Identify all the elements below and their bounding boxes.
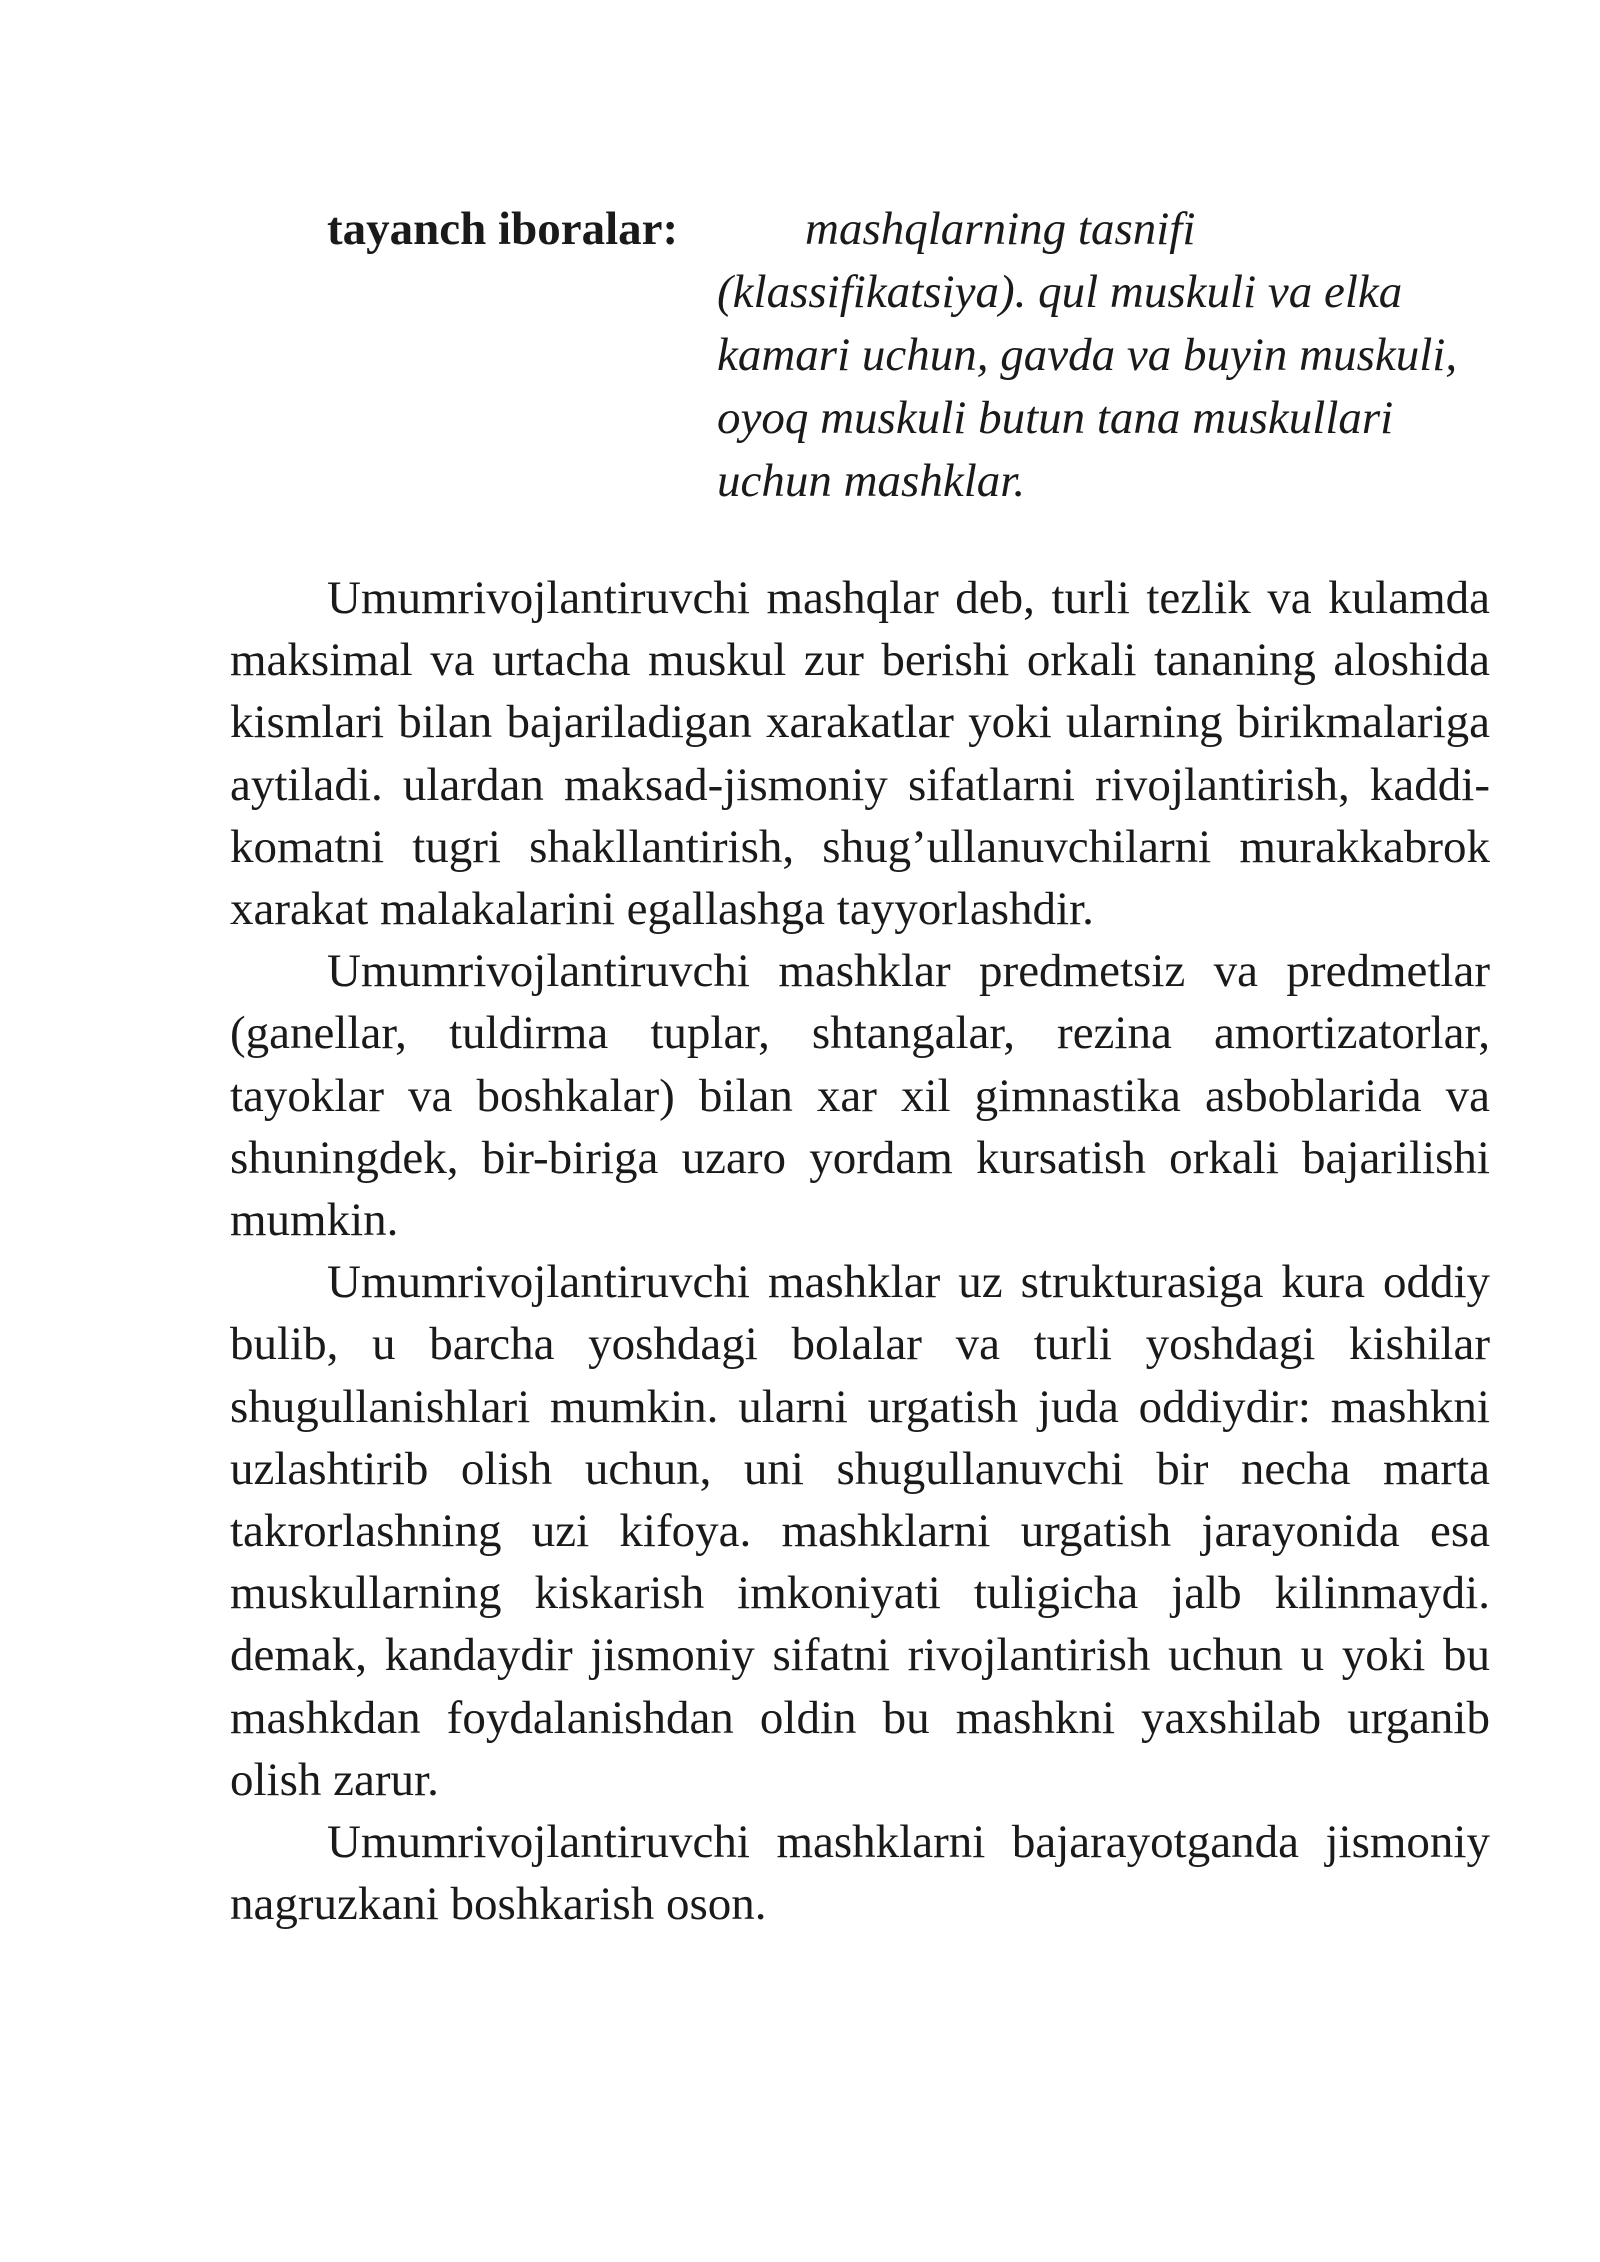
keywords-label: tayanch iboralar: <box>327 203 679 255</box>
paragraph: Umumrivojlantiruvchi mashklarni bajarayotganda jismoniy nagruzkani boshkarish oson. <box>230 1816 1490 1931</box>
body-text <box>230 567 1490 1935</box>
paragraph: Umumrivojlantiruvchi mashqlar deb, turli tezlik va kulamda maksimal va urtacha muskul zur berishi orkali tananing aloshida kismlari bilan bajariladigan xarakatlar yoki ularning birikmalariga aytiladi. ulardan maksad-jismoniy sifatlarni rivojlantirish, kaddi-komatni tugri shakllantirish, shug’ullanuvchilarni murakkabrok xarakat malakalarini egallashga tayyorlashdir. <box>230 572 1490 936</box>
paragraph: Umumrivojlantiruvchi mashklar predmetsiz va predmetlar (ganellar, tuldirma tuplar, shtangalar, rezina amortizatorlar, tayoklar va boshkalar) bilan xar xil gimnastika asboblarida va shuningdek, bir-biriga uzaro yordam kursatish orkali bajarilishi mumkin. <box>230 945 1490 1247</box>
paragraph: Umumrivojlantiruvchi mashklar uz strukturasiga kura oddiy bulib, u barcha yoshdagi bolalar va turli yoshdagi kishilar shugullanishlari mumkin. ularni urgatish juda oddiydir: mashkni uzlashtirib olish uchun, uni shugullanuvchi bir necha marta takrorlashning uzi kifoya. mashklarni urgatish jarayonida esa muskullarning kiskarish imkoniyati tuligicha jalb kilinmaydi. demak, kandaydir jismoniy sifatni rivojlantirish uchun u yoki bu mashkdan foydalanishdan oldin bu mashkni yaxshilab urganib olish zarur. <box>230 1256 1490 1806</box>
keywords-text: mashqlarning tasnifi (klassifikatsiya). qul muskuli va elka kamari uchun, gavda va buyin muskuli, oyoq muskuli butun tana muskullari uchun mashklar. <box>717 203 1458 507</box>
keywords-block <box>327 198 1487 518</box>
